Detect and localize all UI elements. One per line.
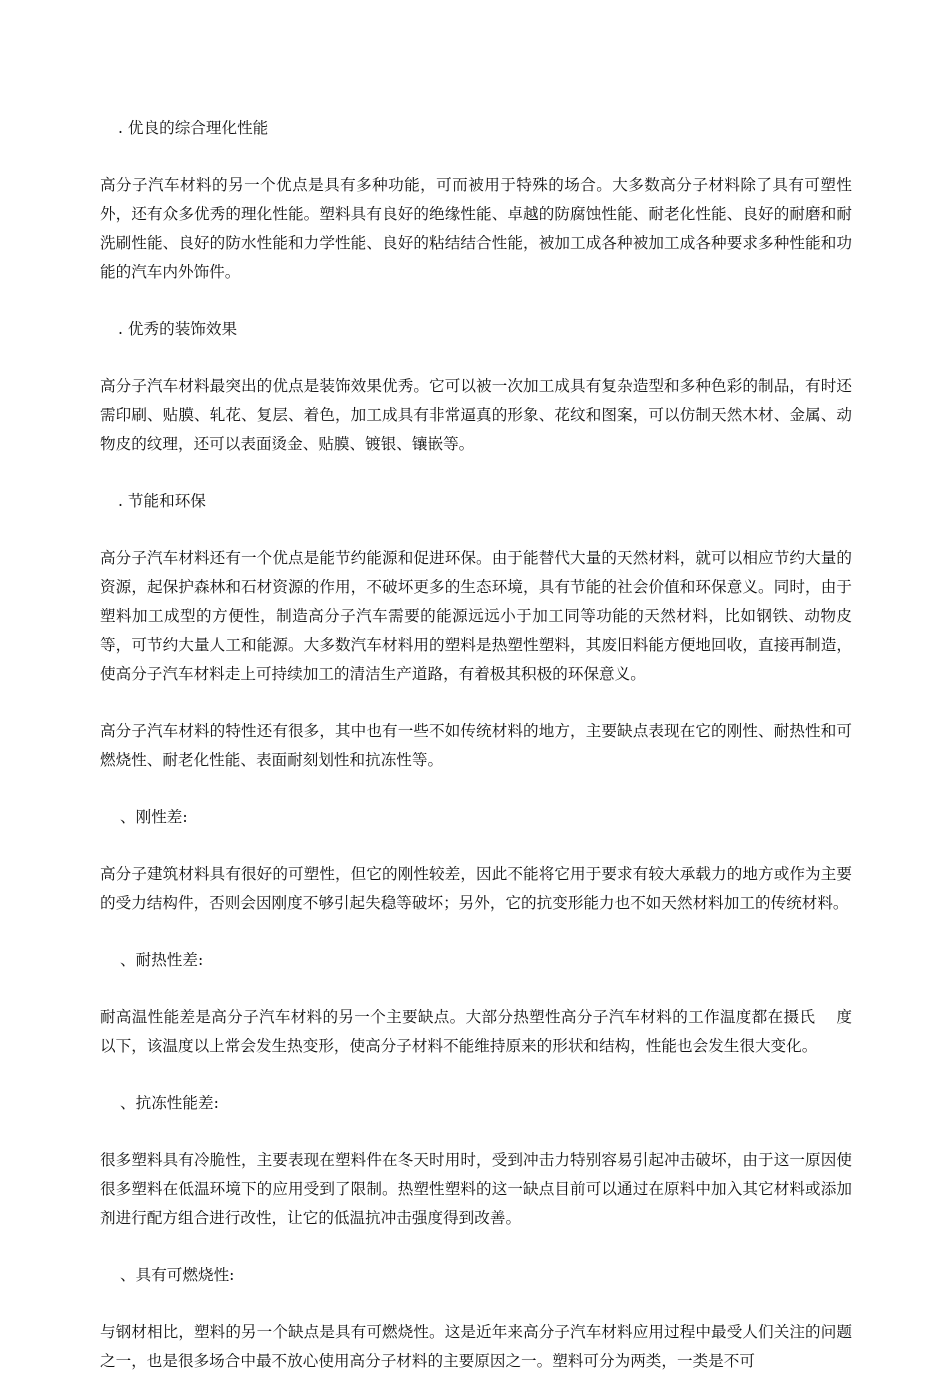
paragraph-energy: 高分子汽车材料还有一个优点是能节约能源和促进环保。由于能替代大量的天然材料，就可以相应节约大量的资源，起保护森林和石材资源的作用，不破坏更多的生态环境，具有节能的社会价值和环保意义。同时，由于塑料加工成型的方便性，制造高分子汽车需要的能源远远小于加工同等功能的天然材料，比如钢铁、动物皮等，可节约大量人工和能源。大多数汽车材料用的塑料是热塑性塑料，其废旧料能方便地回收，直接再制造，使高分子汽车材料走上可持续加工的清洁生产道路，有着极其积极的环保意义。 — [100, 549, 852, 683]
paragraph-decoration: 高分子汽车材料最突出的优点是装饰效果优秀。它可以被一次加工成具有复杂造型和多种色彩的制品，有时还需印刷、贴膜、轧花、复层、着色，加工成具有非常逼真的形象、花纹和图案，可以仿制天然木材、金属、动物皮的纹理，还可以表面烫金、贴膜、镀银、镶嵌等。 — [100, 377, 852, 453]
subheading-heat-resistance: 、耐热性差: — [120, 951, 204, 969]
subheading-freeze-resistance: 、抗冻性能差: — [120, 1094, 219, 1112]
section-heading-properties: . 优良的综合理化性能 — [118, 119, 269, 137]
paragraph-properties: 高分子汽车材料的另一个优点是具有多种功能，可而被用于特殊的场合。大多数高分子材料除了具有可塑性外，还有众多优秀的理化性能。塑料具有良好的绝缘性能、卓越的防腐蚀性能、耐老化性能、良好的耐磨和耐洗刷性能、良好的防水性能和力学性能、良好的粘结结合性能，被加工成各种被加工成各种要求多种性能和功能的汽车内外饰件。 — [100, 176, 852, 281]
paragraph-drawbacks-intro: 高分子汽车材料的特性还有很多，其中也有一些不如传统材料的地方，主要缺点表现在它的刚性、耐热性和可燃烧性、耐老化性能、表面耐刻划性和抗冻性等。 — [100, 722, 852, 769]
subheading-rigidity: 、刚性差: — [120, 808, 188, 826]
paragraph-flammability: 与钢材相比，塑料的另一个缺点是具有可燃烧性。这是近年来高分子汽车材料应用过程中最受人们关注的问题之一，也是很多场合中最不放心使用高分子材料的主要原因之一。塑料可分为两类，一类是不可 — [100, 1323, 852, 1370]
section-heading-energy: . 节能和环保 — [118, 492, 206, 510]
subheading-flammability: 、具有可燃烧性: — [120, 1266, 235, 1284]
section-heading-decoration: . 优秀的装饰效果 — [118, 320, 238, 338]
paragraph-rigidity: 高分子建筑材料具有很好的可塑性，但它的刚性较差，因此不能将它用于要求有较大承载力的地方或作为主要的受力结构件，否则会因刚度不够引起失稳等破坏；另外，它的抗变形能力也不如天然材料加工的传统材料。 — [100, 865, 852, 912]
paragraph-freeze-resistance: 很多塑料具有冷脆性，主要表现在塑料件在冬天时用时，受到冲击力特别容易引起冲击破坏，由于这一原因使很多塑料在低温环境下的应用受到了限制。热塑性塑料的这一缺点目前可以通过在原料中加入其它材料或添加剂进行配方组合进行改性，让它的低温抗冲击强度得到改善。 — [100, 1151, 852, 1227]
document-body — [100, 114, 852, 1376]
paragraph-heat-resistance: 耐高温性能差是高分子汽车材料的另一个主要缺点。大部分热塑性高分子汽车材料的工作温度都在摄氏 度以下，该温度以上常会发生热变形，使高分子材料不能维持原来的形状和结构，性能也会发生很大变化。 — [100, 1008, 852, 1055]
